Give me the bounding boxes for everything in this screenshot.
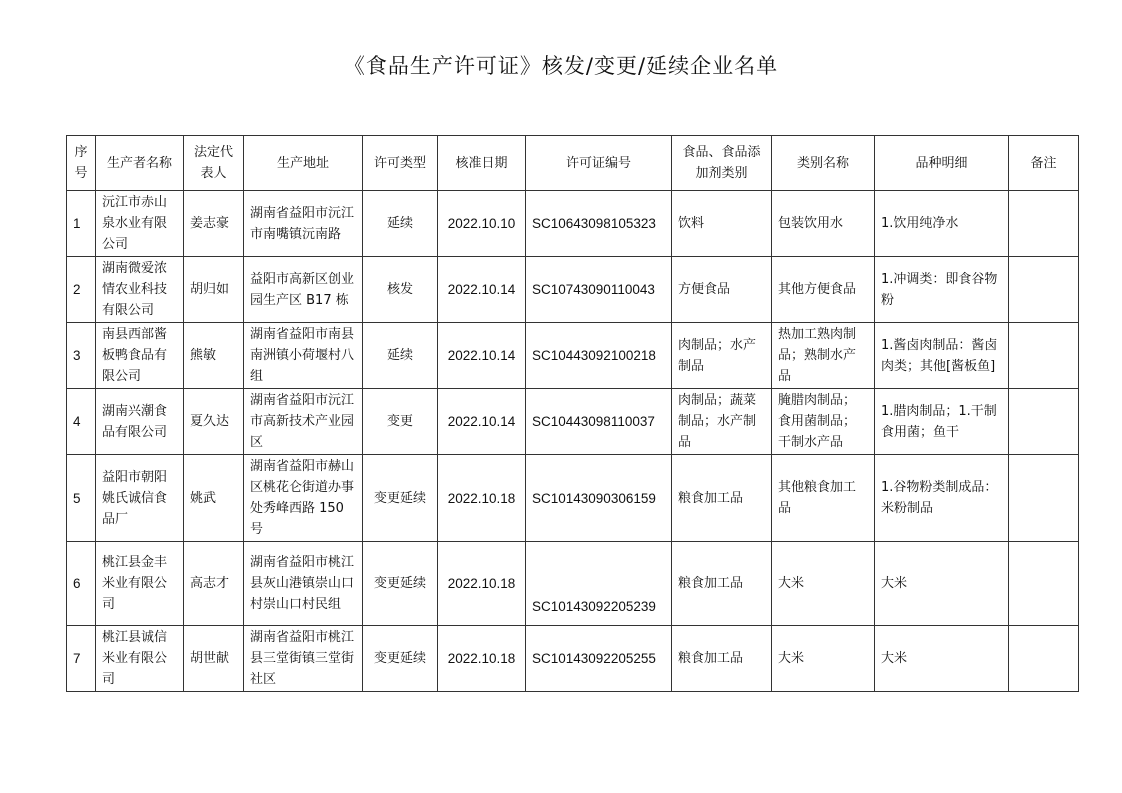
row-license: SC10743090110043	[526, 257, 672, 323]
row-note	[1009, 626, 1079, 692]
table-row	[67, 257, 1079, 323]
row-producer: 沅江市赤山泉水业有限公司	[96, 191, 184, 257]
table-row	[67, 455, 1079, 542]
row-detail: 大米	[875, 542, 1009, 626]
row-producer: 南县西部酱板鸭食品有限公司	[96, 323, 184, 389]
row-category-name: 大米	[772, 542, 875, 626]
row-no: 5	[67, 455, 96, 542]
row-producer: 湖南微爱浓情农业科技有限公司	[96, 257, 184, 323]
header-category-name: 类别名称	[772, 136, 875, 191]
row-no: 4	[67, 389, 96, 455]
row-detail: 1.谷物粉类制成品：米粉制品	[875, 455, 1009, 542]
page-title: 《食品生产许可证》核发/变更/延续企业名单	[343, 54, 779, 78]
row-category: 粮食加工品	[672, 542, 772, 626]
table-row	[67, 626, 1079, 692]
row-note	[1009, 323, 1079, 389]
row-rep: 胡世献	[184, 626, 244, 692]
row-note	[1009, 257, 1079, 323]
row-rep: 熊敏	[184, 323, 244, 389]
row-date: 2022.10.10	[438, 191, 526, 257]
row-category: 粮食加工品	[672, 626, 772, 692]
table-header-row	[67, 136, 1079, 191]
row-rep: 高志才	[184, 542, 244, 626]
header-category: 食品、食品添加剂类别	[672, 136, 772, 191]
row-producer: 桃江县金丰米业有限公司	[96, 542, 184, 626]
row-no: 3	[67, 323, 96, 389]
row-date: 2022.10.18	[438, 542, 526, 626]
row-rep: 胡归如	[184, 257, 244, 323]
row-detail: 1.腊肉制品；1.干制食用菌；鱼干	[875, 389, 1009, 455]
row-producer: 桃江县诚信米业有限公司	[96, 626, 184, 692]
table-row	[67, 542, 1079, 626]
row-detail: 1.酱卤肉制品：酱卤肉类；其他[酱板鱼]	[875, 323, 1009, 389]
row-license: SC10143092205239	[526, 542, 672, 626]
table-row	[67, 191, 1079, 257]
row-date: 2022.10.14	[438, 389, 526, 455]
header-no: 序号	[67, 136, 96, 191]
row-rep: 夏久达	[184, 389, 244, 455]
header-producer: 生产者名称	[96, 136, 184, 191]
row-note	[1009, 542, 1079, 626]
row-no: 7	[67, 626, 96, 692]
row-category: 方便食品	[672, 257, 772, 323]
header-address: 生产地址	[244, 136, 363, 191]
row-date: 2022.10.14	[438, 257, 526, 323]
row-license: SC10143090306159	[526, 455, 672, 542]
row-no: 2	[67, 257, 96, 323]
row-no: 1	[67, 191, 96, 257]
row-note	[1009, 191, 1079, 257]
row-license: SC10643098105323	[526, 191, 672, 257]
row-type: 延续	[363, 323, 438, 389]
row-detail: 大米	[875, 626, 1009, 692]
row-category-name: 包装饮用水	[772, 191, 875, 257]
row-date: 2022.10.14	[438, 323, 526, 389]
row-note	[1009, 389, 1079, 455]
row-category: 肉制品；蔬菜制品；水产制品	[672, 389, 772, 455]
row-date: 2022.10.18	[438, 626, 526, 692]
row-category-name: 其他方便食品	[772, 257, 875, 323]
table-row	[67, 389, 1079, 455]
row-address: 湖南省益阳市沅江市南嘴镇沅南路	[244, 191, 363, 257]
row-address: 湖南省益阳市桃江县灰山港镇崇山口村崇山口村民组	[244, 542, 363, 626]
row-type: 变更延续	[363, 542, 438, 626]
row-detail: 1.冲调类：即食谷物粉	[875, 257, 1009, 323]
row-address: 湖南省益阳市南县南洲镇小荷堰村八组	[244, 323, 363, 389]
row-category-name: 大米	[772, 626, 875, 692]
header-type: 许可类型	[363, 136, 438, 191]
header-date: 核准日期	[438, 136, 526, 191]
license-table	[66, 135, 1079, 692]
row-category: 肉制品；水产制品	[672, 323, 772, 389]
row-producer: 湖南兴潮食品有限公司	[96, 389, 184, 455]
row-type: 变更延续	[363, 626, 438, 692]
row-producer: 益阳市朝阳姚氏诚信食品厂	[96, 455, 184, 542]
table-row	[67, 323, 1079, 389]
row-rep: 姜志豪	[184, 191, 244, 257]
row-license: SC10143092205255	[526, 626, 672, 692]
row-type: 变更延续	[363, 455, 438, 542]
row-category: 粮食加工品	[672, 455, 772, 542]
row-date: 2022.10.18	[438, 455, 526, 542]
row-address: 湖南省益阳市赫山区桃花仑街道办事处秀峰西路 150 号	[244, 455, 363, 542]
row-address: 益阳市高新区创业园生产区 B17 栋	[244, 257, 363, 323]
row-rep: 姚武	[184, 455, 244, 542]
row-detail: 1.饮用纯净水	[875, 191, 1009, 257]
row-address: 湖南省益阳市沅江市高新技术产业园区	[244, 389, 363, 455]
header-license: 许可证编号	[526, 136, 672, 191]
row-type: 核发	[363, 257, 438, 323]
row-category-name: 其他粮食加工品	[772, 455, 875, 542]
row-type: 延续	[363, 191, 438, 257]
row-license: SC10443098110037	[526, 389, 672, 455]
row-category-name: 腌腊肉制品；食用菌制品；干制水产品	[772, 389, 875, 455]
header-note: 备注	[1009, 136, 1079, 191]
row-note	[1009, 455, 1079, 542]
row-address: 湖南省益阳市桃江县三堂街镇三堂街社区	[244, 626, 363, 692]
row-category: 饮料	[672, 191, 772, 257]
header-rep: 法定代表人	[184, 136, 244, 191]
row-category-name: 热加工熟肉制品；熟制水产品	[772, 323, 875, 389]
row-type: 变更	[363, 389, 438, 455]
row-no: 6	[67, 542, 96, 626]
header-detail: 品种明细	[875, 136, 1009, 191]
row-license: SC10443092100218	[526, 323, 672, 389]
